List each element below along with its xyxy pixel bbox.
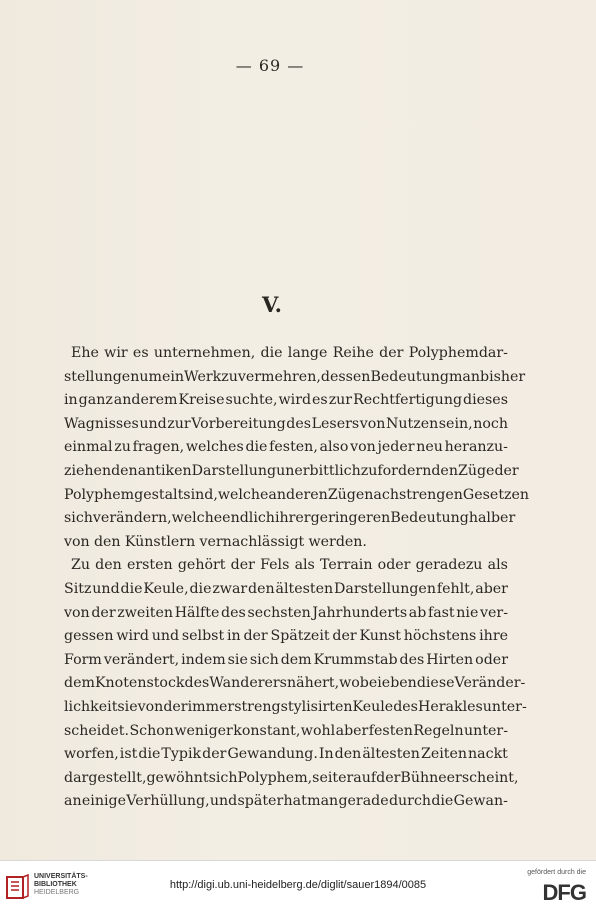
word: unter- [482,698,527,715]
text-line [64,531,508,555]
word: Reihe [332,345,374,361]
word: festen, [269,439,318,456]
word: fehlt, [436,580,475,597]
word: streng [234,698,281,715]
word: die [120,580,143,597]
word: in [64,392,78,409]
word: dem [280,651,312,668]
word: gessen [64,628,114,645]
word: diese [416,675,455,692]
word: bisher [480,368,526,385]
word: konstant, [233,722,301,739]
word: Fels [260,557,290,574]
word: der [230,557,255,574]
word: neu [416,439,443,456]
word: man [448,368,480,385]
word: den [334,746,362,763]
word: und [151,628,180,645]
word: unternehmen, [153,345,256,361]
word: der [376,769,401,786]
word: Schon [129,722,174,739]
word: festen [368,722,413,739]
word: den [248,580,275,597]
page-number: — 69 — [235,56,305,75]
word: gewöhnt [146,769,209,786]
word: des [393,698,418,715]
word: gehört [177,557,226,574]
word: von [359,415,386,432]
word: scheidet. [64,722,129,739]
word: Bedeutung [370,368,449,385]
text-line [64,649,508,673]
word: zur [328,392,353,409]
word: Züge [457,462,495,479]
word: oder [377,557,411,574]
word: Regeln [413,722,464,739]
text-line [64,460,519,484]
word: der [202,746,227,763]
word: Krummstab [313,651,398,668]
word: zweiten [117,604,174,621]
word: Gewan- [453,793,508,810]
text-line [64,413,508,437]
word: Ehe [71,345,99,361]
word: oder [475,651,508,668]
word: welche [217,486,269,503]
word: Polyphemdar- [408,345,508,361]
word: wohl [300,722,336,739]
word: aber [475,580,508,597]
word: Veränder- [454,675,526,692]
word: von [64,604,90,621]
word: als [487,557,508,574]
word: hat [283,793,307,810]
word: nackt [468,746,508,763]
word: strengen [398,486,463,503]
word: der [243,628,268,645]
word: Wagnisses [64,415,139,432]
word: Knotenstock [94,675,185,692]
word: Jahrhunderts [312,604,408,621]
word: ihre [479,628,508,645]
word: wird [116,628,149,645]
word: fragen, [132,439,185,456]
word: Vorbereitung [191,415,286,432]
text-line [64,720,508,744]
footer-bar [0,860,596,912]
word: immer [187,698,235,715]
word: sechsten [247,604,311,621]
word: es [132,345,149,361]
word: Nutzen [385,415,439,432]
word: verändert, [103,651,180,668]
word: von [350,439,376,456]
word: unerbittlich [276,462,361,479]
word: unter- [464,722,508,739]
word: In [318,746,334,763]
word: die [431,793,454,810]
word: den [93,533,121,550]
word: fordernden [377,462,458,479]
word: zur [167,415,191,432]
word: also [319,439,349,456]
word: vermehren, [237,368,321,385]
text-line [64,436,508,460]
word: Kreise [178,392,225,409]
word: geradezu [415,557,483,574]
word: und [92,580,120,597]
word: zu [221,368,238,385]
text-line [64,484,530,508]
word: dessen [320,368,371,385]
word: Lesers [311,415,360,432]
word: er [338,769,354,786]
word: Keule [352,698,394,715]
word: durch [388,793,432,810]
word: einige [81,793,126,810]
word: sie [117,698,138,715]
word: des [286,415,312,432]
text-line [64,507,516,531]
word: weniger [174,722,233,739]
word: sich [249,651,279,668]
word: aber [335,722,369,739]
word: welches [185,439,244,456]
word: des [184,675,210,692]
word: ältesten [275,580,334,597]
word: Bühne [400,769,447,786]
word: von [64,533,90,550]
text-line [64,389,508,413]
word: sein, [438,415,473,432]
word: zu [114,439,131,456]
word: den [95,557,122,574]
word: und [139,415,167,432]
word: halber [468,510,516,527]
word: nach [364,486,399,503]
text-line [64,767,519,791]
word: ist [119,746,138,763]
word: Rechtfertigung [353,392,463,409]
word: Sitz [64,580,92,597]
text-line [64,578,508,602]
word: ein [161,368,185,385]
word: seit [312,769,339,786]
word: Typik [161,746,202,763]
word: wobei [339,675,382,692]
text-line [64,790,508,814]
word: und [209,793,238,810]
word: die [260,345,283,361]
word: als [294,557,315,574]
word: nähert, [286,675,340,692]
chapter-heading: V. [262,292,282,317]
word: der [379,345,404,361]
word: verändern, [92,510,172,527]
word: Gesetzen [462,486,530,503]
word: die [138,746,161,763]
word: es [312,392,328,409]
body-text [64,342,530,814]
word: endlich [222,510,275,527]
word: Werk [184,368,222,385]
word: ver- [480,604,508,621]
funded-by-label: gefördert durch die [527,869,586,876]
word: lange [287,345,328,361]
word: in [226,628,241,645]
word: suchte, [225,392,278,409]
word: Polyphemgestalt [64,486,184,503]
word: Keule, [143,580,189,597]
word: Kunst [359,628,401,645]
text-line [64,672,526,696]
word: heranzu- [444,439,508,456]
word: vernachlässigt [199,533,305,550]
text-line [64,342,508,366]
word: der [494,462,519,479]
word: sich [208,769,238,786]
word: erscheint, [446,769,519,786]
word: man [307,793,339,810]
word: nie [456,604,479,621]
word: auf [353,769,377,786]
word: Hirten [426,651,474,668]
word: Zeiten [420,746,467,763]
word: ältesten [362,746,420,763]
text-line [64,743,508,767]
text-line [64,696,527,720]
word: geringeren [310,510,391,527]
dfg-logo: DFG [542,880,586,905]
word: selbst [181,628,225,645]
word: die [245,439,268,456]
word: Wanderers [209,675,287,692]
word: antiken [137,462,192,479]
word: sich [64,510,93,527]
word: werden. [308,533,367,550]
text-line [64,366,526,390]
word: welche [171,510,223,527]
word: einmal [64,439,113,456]
word: Herakles [417,698,483,715]
word: sind, [183,486,218,503]
word: ihrer [274,510,311,527]
word: eben [381,675,417,692]
word: gerade [338,793,389,810]
word: stellungen [64,368,140,385]
library-name-line: BIBLIOTHEK [34,881,77,888]
word: zu [360,462,378,479]
word: Verhüllung, [126,793,210,810]
word: dargestellt, [64,769,147,786]
word: Hälfte [174,604,220,621]
word: Darstellung [191,462,277,479]
word: um [139,368,162,385]
word: lichkeit [64,698,118,715]
word: der [332,628,357,645]
word: Form [64,651,102,668]
word: die [189,580,212,597]
library-name-line: HEIDELBERG [34,889,80,896]
word: an [64,793,82,810]
word: jeder [377,439,415,456]
text-line [64,554,508,578]
word: noch [473,415,508,432]
word: ganz [78,392,113,409]
word: anderem [113,392,178,409]
word: Polyphem, [237,769,313,786]
word: ziehenden [64,462,138,479]
word: indem [181,651,226,668]
word: worfen, [64,746,119,763]
word: der [163,698,188,715]
word: dem [64,675,95,692]
text-line [64,625,508,649]
word: fast [427,604,455,621]
word: des [399,651,425,668]
word: höchstens [403,628,477,645]
word: des [221,604,246,621]
word: Bedeutung [390,510,469,527]
permalink-url[interactable]: http://digi.ub.uni-heidelberg.de/diglit/sauer1894/0085 [169,879,427,891]
word: dieses [463,392,508,409]
word: Gewandung. [227,746,318,763]
word: Darstellungen [334,580,436,597]
word: Künstlern [124,533,196,550]
word: ersten [126,557,173,574]
word: der [91,604,116,621]
word: zwar [212,580,248,597]
text-line [64,602,508,626]
word: sie [227,651,248,668]
word: Terrain [320,557,373,574]
word: Spätzeit [270,628,330,645]
word: von [137,698,164,715]
word: stylisirten [280,698,353,715]
word: wir [104,345,128,361]
word: später [237,793,284,810]
library-name-line: UNIVERSITÄTS- [34,873,88,880]
word: Zu [71,557,90,574]
word: ab [408,604,427,621]
word: anderen [268,486,328,503]
word: Züge [327,486,365,503]
word: wird [278,392,312,409]
